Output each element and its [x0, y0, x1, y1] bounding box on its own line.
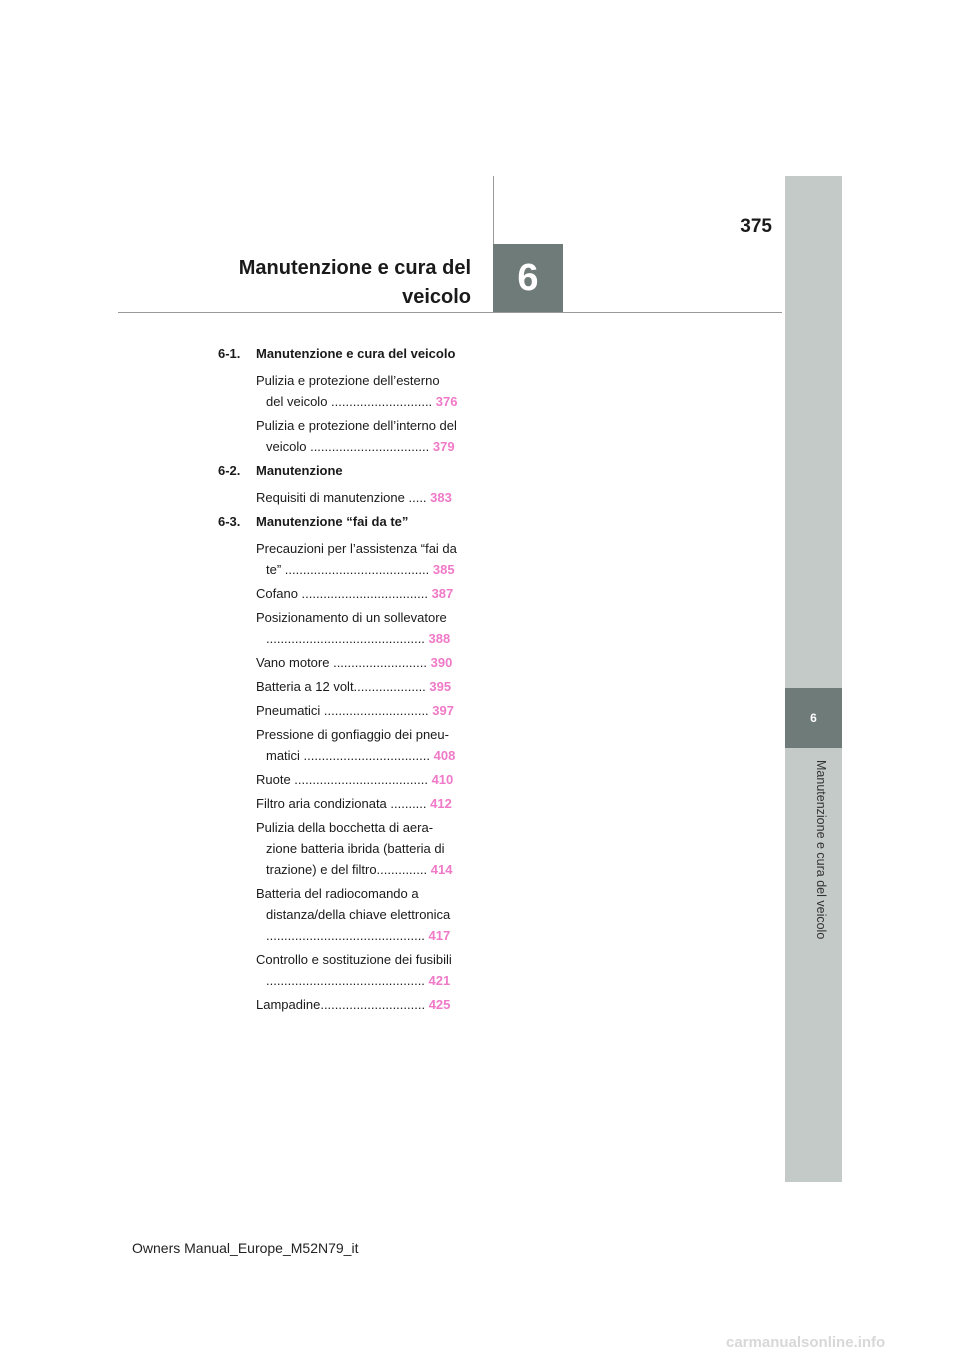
toc-entry-line: Lampadine.............................	[256, 997, 426, 1012]
toc-entry-line: Pulizia e protezione dell’esterno	[256, 373, 440, 388]
toc-entry-text	[256, 559, 468, 580]
toc-page-link[interactable]: 417	[428, 928, 451, 943]
toc-section-heading	[218, 345, 468, 363]
toc-section-title: Manutenzione e cura del veicolo	[256, 346, 456, 361]
toc-entry-line: veicolo .................................	[266, 439, 430, 454]
toc-entry-line: ............................................	[266, 973, 425, 988]
toc-entry-text	[256, 925, 468, 946]
toc-page-link[interactable]: 385	[432, 562, 455, 577]
toc-entry-line: Pulizia e protezione dell’interno del	[256, 418, 457, 433]
toc-entry[interactable]	[256, 793, 468, 814]
toc-page-link[interactable]: 390	[430, 655, 453, 670]
toc-entry-line: Precauzioni per l’assistenza “fai da	[256, 541, 457, 556]
toc-page-link[interactable]: 410	[431, 772, 454, 787]
toc-entry-text	[256, 883, 468, 904]
toc-entry-text	[256, 415, 468, 436]
toc-section-title: Manutenzione	[256, 463, 343, 478]
vertical-divider	[493, 176, 494, 246]
toc-page-link[interactable]: 379	[432, 439, 455, 454]
toc-entry-text	[256, 586, 453, 601]
toc-page-link[interactable]: 425	[428, 997, 451, 1012]
toc-entry-text	[256, 949, 468, 970]
toc-entry-text	[256, 796, 452, 811]
toc-entry[interactable]	[256, 607, 468, 649]
toc-page-link[interactable]: 408	[433, 748, 456, 763]
toc-entry-line: ............................................	[266, 631, 425, 646]
toc-page-link[interactable]: 397	[432, 703, 454, 718]
toc-entry-text	[256, 997, 450, 1012]
toc-entry-text	[256, 655, 452, 670]
toc-entry-text	[256, 817, 468, 838]
chapter-title-line2: veicolo	[402, 286, 471, 308]
toc-entry[interactable]	[256, 370, 468, 412]
header-rule	[118, 312, 782, 313]
toc-entry-line: Ruote .....................................	[256, 772, 428, 787]
toc-entry[interactable]	[256, 538, 468, 580]
toc-section-heading	[218, 513, 468, 531]
section-spacer	[218, 1018, 468, 1020]
toc-entry-text	[256, 772, 453, 787]
toc-entry-line: Pressione di gonfiaggio dei pneu-	[256, 727, 449, 742]
toc-entry-line: trazione) e del filtro..............	[266, 862, 428, 877]
toc-entry-line: Pneumatici .............................	[256, 703, 429, 718]
toc-entry[interactable]	[256, 817, 468, 880]
toc-entry-text	[256, 703, 454, 718]
toc-entry[interactable]	[256, 949, 468, 991]
toc-entry-text	[256, 745, 468, 766]
toc-entry-text	[256, 436, 468, 457]
toc-entry[interactable]	[256, 883, 468, 946]
toc-page-link[interactable]: 387	[431, 586, 454, 601]
table-of-contents	[218, 345, 468, 1020]
toc-section-heading	[218, 462, 468, 480]
toc-entry-text	[256, 679, 451, 694]
toc-entry-line: matici ...................................	[266, 748, 430, 763]
page-number: 375	[740, 216, 772, 237]
watermark: carmanualsonline.info	[726, 1334, 886, 1351]
toc-page-link[interactable]: 376	[435, 394, 458, 409]
toc-entry-line: zione batteria ibrida (batteria di	[266, 841, 445, 856]
toc-entry-text	[256, 370, 468, 391]
toc-entry[interactable]	[256, 769, 468, 790]
toc-entry-line: te” ........................................	[266, 562, 430, 577]
toc-entry[interactable]	[256, 724, 468, 766]
toc-section-number: 6-1.	[218, 346, 241, 361]
toc-entry-text	[256, 391, 468, 412]
toc-entry-line: Pulizia della bocchetta di aera-	[256, 820, 434, 835]
toc-entry-text	[256, 970, 468, 991]
toc-entry-text	[256, 628, 468, 649]
toc-entry-text	[256, 838, 468, 859]
side-strip	[785, 176, 842, 1182]
toc-entry[interactable]	[256, 700, 468, 721]
toc-page-link[interactable]: 414	[430, 862, 453, 877]
toc-section-number: 6-3.	[218, 514, 241, 529]
toc-page-link[interactable]: 421	[428, 973, 451, 988]
chapter-title-line1: Manutenzione e cura del	[238, 257, 471, 279]
toc-entry-text	[256, 607, 468, 628]
toc-entry-line: del veicolo ............................	[266, 394, 433, 409]
toc-entry-text	[256, 490, 452, 505]
toc-entry-line: Vano motore ..........................	[256, 655, 427, 670]
toc-entry-line: Posizionamento di un sollevatore	[256, 610, 447, 625]
toc-entry-line: distanza/della chiave elettronica	[266, 907, 451, 922]
footer-text: Owners Manual_Europe_M52N79_it	[132, 1240, 359, 1256]
toc-entry-line: Filtro aria condizionata ..........	[256, 796, 427, 811]
side-tab-number: 6	[785, 688, 842, 748]
toc-entry-text	[256, 904, 468, 925]
toc-page-link[interactable]: 395	[429, 679, 452, 694]
toc-entry-text	[256, 859, 468, 880]
toc-entry-line: Controllo e sostituzione dei fusibili	[256, 952, 452, 967]
toc-entry[interactable]	[256, 652, 468, 673]
toc-section-number: 6-2.	[218, 463, 241, 478]
toc-page-link[interactable]: 388	[428, 631, 451, 646]
toc-entry[interactable]	[256, 583, 468, 604]
toc-entry[interactable]	[256, 994, 468, 1015]
toc-page-link[interactable]: 383	[430, 490, 452, 505]
toc-entry[interactable]	[256, 487, 468, 508]
toc-entry-line: ............................................	[266, 928, 425, 943]
toc-entry-line: Requisiti di manutenzione .....	[256, 490, 427, 505]
toc-entry-line: Cofano ...................................	[256, 586, 428, 601]
toc-entry-line: Batteria del radiocomando a	[256, 886, 419, 901]
toc-entry[interactable]	[256, 415, 468, 457]
chapter-title	[200, 254, 471, 312]
toc-entry-text	[256, 724, 468, 745]
side-tab-label: Manutenzione e cura del veicolo	[814, 760, 828, 940]
toc-entry[interactable]	[256, 676, 468, 697]
toc-section-title: Manutenzione “fai da te”	[256, 514, 409, 529]
toc-entry-text	[256, 538, 468, 559]
toc-page-link[interactable]: 412	[430, 796, 452, 811]
toc-entry-line: Batteria a 12 volt....................	[256, 679, 426, 694]
chapter-number-box: 6	[493, 244, 563, 313]
